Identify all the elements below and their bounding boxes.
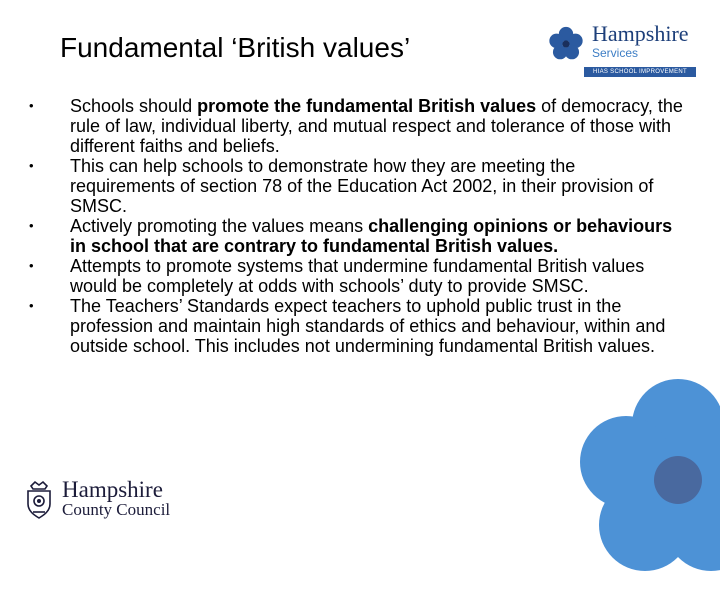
hampshire-services-name: Hampshire bbox=[592, 21, 689, 46]
list-item bbox=[24, 296, 684, 356]
hampshire-county-council-sub: County Council bbox=[62, 500, 171, 519]
list-item bbox=[24, 216, 684, 256]
crest-icon bbox=[22, 480, 56, 520]
bullet-bold-text: promote the fundamental British values bbox=[197, 96, 537, 116]
bullet-marker: • bbox=[29, 258, 34, 273]
hampshire-county-council-logo bbox=[22, 478, 192, 522]
flower-icon bbox=[568, 370, 720, 590]
list-item bbox=[24, 256, 684, 296]
hias-school-improvement-band: HIAS SCHOOL IMPROVEMENT bbox=[584, 67, 696, 77]
bullet-list bbox=[24, 96, 684, 356]
bullet-text: This can help schools to demonstrate how they are meeting the requirements of section 78 of the Education Act 2002, in their provision of SMSC. bbox=[70, 156, 654, 216]
flower-icon bbox=[548, 26, 584, 62]
bullet-marker: • bbox=[29, 158, 34, 173]
list-item bbox=[24, 156, 684, 216]
hampshire-services-sub: Services bbox=[592, 46, 639, 60]
list-item bbox=[24, 96, 684, 156]
bullet-text: of democracy, the rule of law, individual liberty, and mutual respect and tolerance of those with different faiths and beliefs. bbox=[70, 96, 683, 156]
bullet-bold-text: challenging opinions or behaviours in school that are contrary to fundamental British values. bbox=[70, 216, 673, 256]
bullet-text: The Teachers’ Standards expect teachers to uphold public trust in the profession and maintain high standards of ethics and behaviour, within and outside school. This includes not undermining fundamental British values. bbox=[70, 296, 666, 356]
page-title: Fundamental ‘British values’ bbox=[60, 32, 411, 63]
hampshire-county-council-name: Hampshire bbox=[62, 477, 163, 502]
bullet-text: Actively promoting the values means bbox=[70, 216, 369, 236]
bullet-marker: • bbox=[29, 218, 34, 233]
hampshire-services-logo bbox=[548, 20, 698, 80]
bullet-text: Schools should bbox=[70, 96, 198, 116]
bullet-text: Attempts to promote systems that undermine fundamental British values would be completely at odds with schools’ duty to provide SMSC. bbox=[70, 256, 645, 296]
bullet-marker: • bbox=[29, 298, 34, 313]
bullet-marker: • bbox=[29, 98, 34, 113]
